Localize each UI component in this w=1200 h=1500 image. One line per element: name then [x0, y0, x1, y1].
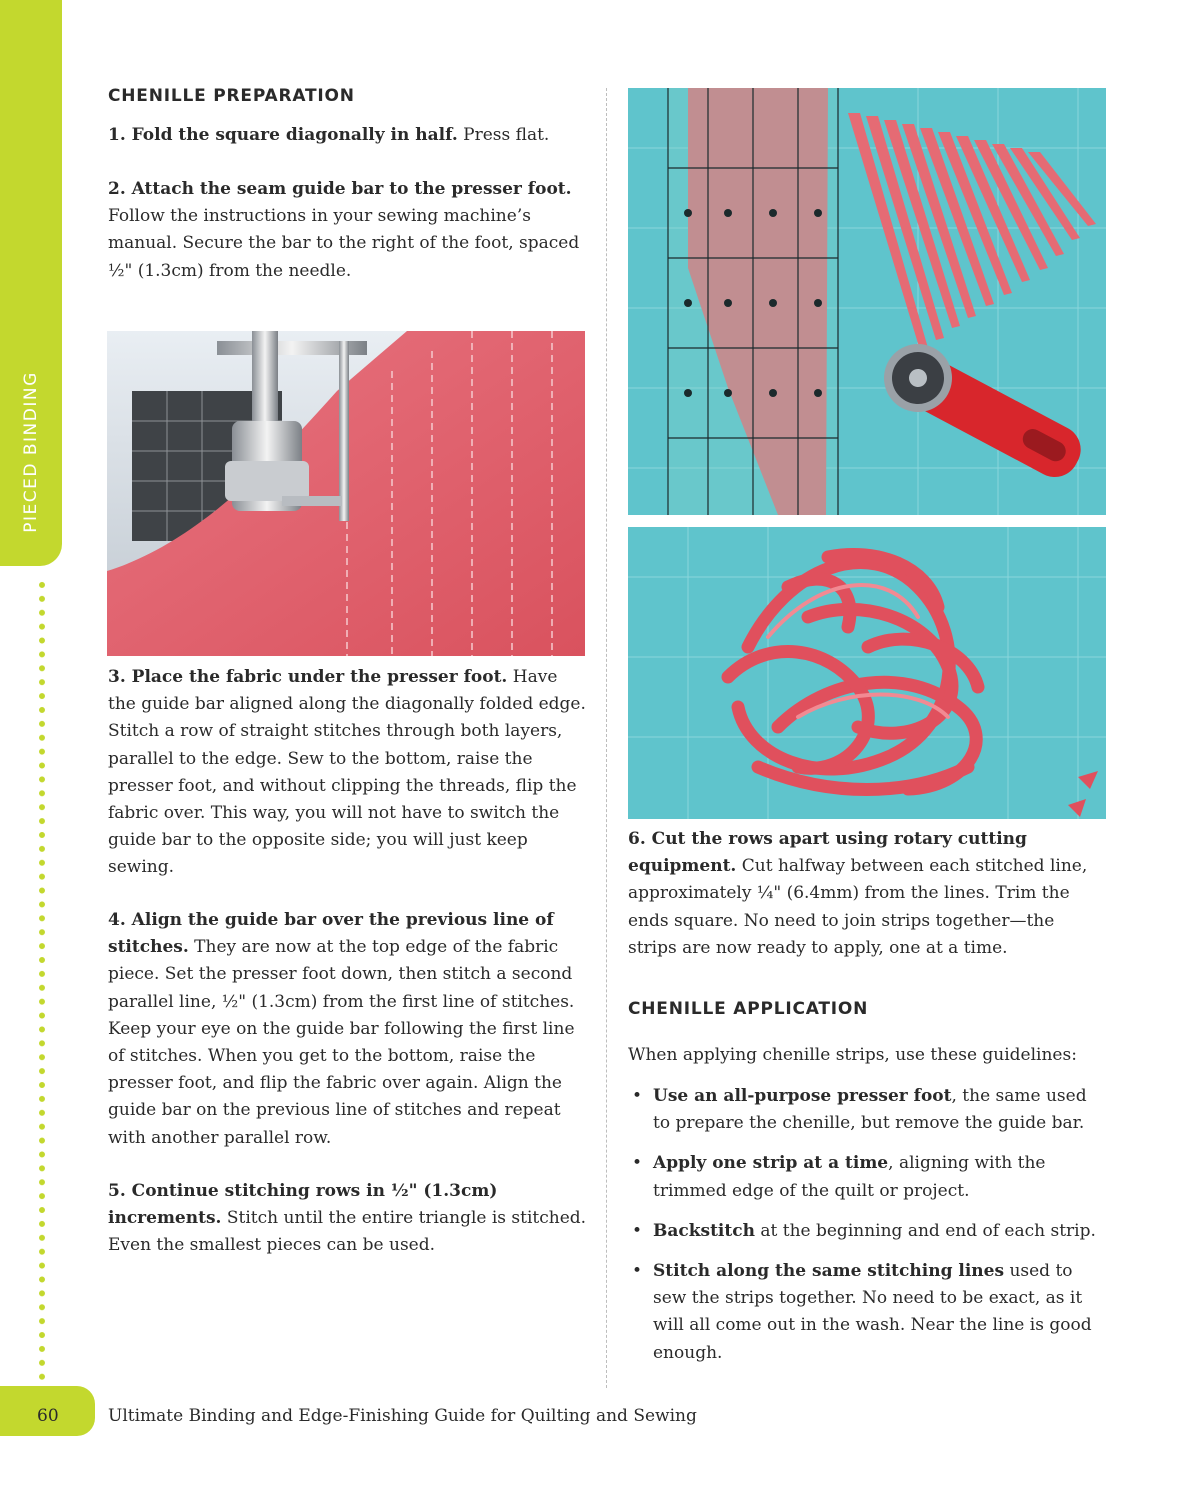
rotary-cutter-photo: [628, 88, 1106, 515]
guidelines-intro-text: When applying chenille strips, use these guidelines:: [628, 1045, 1077, 1065]
step-2-title: 2. Attach the seam guide bar to the presser foot.: [108, 179, 572, 199]
step-5-title: 5. Continue stitching rows in ½" (1.3cm) increments.: [108, 1181, 498, 1229]
step-4-title: 4. Align the guide bar over the previous line of stitches.: [108, 910, 554, 958]
step-2: [108, 176, 588, 285]
chenille-strips-photo: [628, 527, 1106, 819]
guideline-title: Use an all-purpose presser foot: [653, 1086, 952, 1106]
step-1-title: 1. Fold the square diagonally in half.: [108, 125, 458, 145]
step-4-text: They are now at the top edge of the fabric piece. Set the presser foot down, then stitch a second parallel line, ½" (1.3cm) from the first line of stitches. Keep your eye on the guide bar following the first line of stitches. When you get to the bottom, raise the presser foot, and flip the fabric over again. Align the guide bar on the previous line of stitches and repeat with another parallel row.: [108, 937, 575, 1148]
guideline-item: [628, 1083, 1108, 1137]
guideline-title: Apply one strip at a time: [653, 1153, 889, 1174]
section-label: PIECED BINDING: [21, 371, 41, 533]
presser-foot-photo: [107, 331, 585, 656]
guideline-text: used to sew the strips together. No need to be exact, as it will all come out in the wash. Near the line is good enough.: [653, 1261, 1092, 1363]
guidelines-intro: [628, 1042, 1108, 1069]
step-3-title: 3. Place the fabric under the presser foot.: [108, 667, 508, 687]
step-3: [108, 664, 588, 882]
guideline-text: , the same used to prepare the chenille, but remove the guide bar.: [653, 1086, 1087, 1134]
step-5-text: Stitch until the entire triangle is stitched. Even the smallest pieces can be used.: [108, 1208, 587, 1256]
guideline-item: [628, 1218, 1108, 1245]
chenille-preparation-heading: CHENILLE PREPARATION: [108, 86, 355, 106]
step-5: [108, 1178, 588, 1260]
guideline-title: Backstitch: [653, 1220, 755, 1241]
step-6-title: 6. Cut the rows apart using rotary cutting equipment.: [628, 829, 1027, 877]
guidelines-list: [628, 1083, 1108, 1380]
step-6-text: Cut halfway between each stitched line, approximately ¼" (6.4mm) from the lines. Trim the ends square. No need to join strips together—the strips are now ready to apply, one at a time.: [628, 856, 1088, 958]
book-title: Ultimate Binding and Edge-Finishing Guide for Quilting and Sewing: [108, 1406, 697, 1426]
column-divider: [606, 88, 607, 1388]
guideline-title: Stitch along the same stitching lines: [653, 1261, 1005, 1282]
step-2-text: Follow the instructions in your sewing machine’s manual. Secure the bar to the right of the foot, spaced ½" (1.3cm) from the needle.: [108, 206, 580, 281]
step-1-text: Press flat.: [457, 125, 550, 145]
guideline-text: , aligning with the trimmed edge of the quilt or project.: [653, 1153, 1046, 1201]
step-6: [628, 826, 1108, 962]
step-1: [108, 122, 588, 149]
step-3-text: Have the guide bar aligned along the diagonally folded edge. Stitch a row of straight stitches through both layers, parallel to the edge. Sew to the bottom, raise the presser foot, and without clipping the threads, flip the fabric over. This way, you will not have to switch the guide bar to the opposite side; you will just keep sewing.: [108, 667, 586, 878]
guideline-item: [628, 1258, 1108, 1367]
step-4: [108, 907, 588, 1152]
guideline-item: [628, 1150, 1108, 1204]
guideline-text: at the beginning and end of each strip.: [754, 1220, 1096, 1241]
chenille-application-heading: CHENILLE APPLICATION: [628, 999, 869, 1019]
dotted-rail: [38, 578, 46, 1383]
page-number: 60: [37, 1406, 59, 1426]
